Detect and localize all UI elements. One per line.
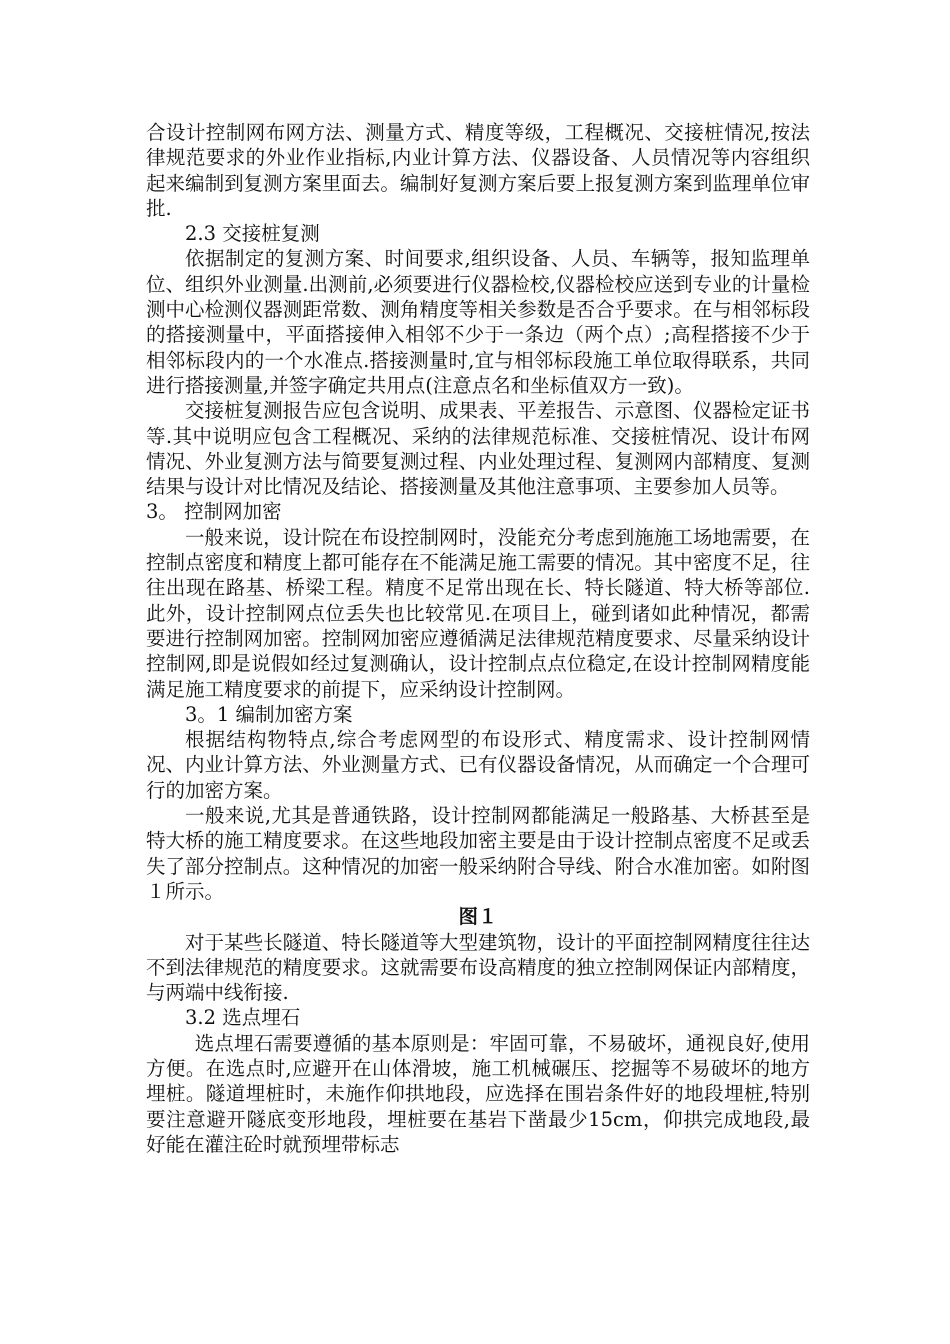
paragraph-densification-plan: 根据结构物特点,综合考虑网型的布设形式、精度需求、设计控制网情况、内业计算方法、外业测量方式、已有仪器设备情况，从而确定一个合理可行的加密方案。 (146, 728, 810, 802)
document-page (146, 120, 810, 1157)
section-heading-3-2: 3.2 选点埋石 (185, 1006, 301, 1030)
paragraph-long-tunnels: 对于某些长隧道、特长隧道等大型建筑物，设计的平面控制网精度往往达不到法律规范的精度要求。这就需要布设高精度的独立控制网保证内部精度，与两端中线衔接. (146, 930, 810, 1005)
paragraph-retest-report: 交接桩复测报告应包含说明、成果表、平差报告、示意图、仪器检定证书等.其中说明应包含工程概况、采纳的法律规范标准、交接桩情况、设计布网情况、外业复测方法与简要复测过程、内业处理过程、复测网内部精度、复测结果与设计对比情况及结论、搭接测量及其他注意事项、主要参加人员等。 (146, 399, 810, 499)
paragraph-continuation: 合设计控制网布网方法、测量方式、精度等级，工程概况、交接桩情况,按法律规范要求的外业作业指标,内业计算方法、仪器设备、人员情况等内容组织起来编制到复测方案里面去。编制好复测方案后要上报复测方案到监理单位审批. (146, 121, 810, 220)
section-heading-2-3: 2.3 交接桩复测 (185, 222, 320, 246)
section-heading-3-1: 3。1 编制加密方案 (185, 702, 353, 726)
paragraph-retest-procedure: 依据制定的复测方案、时间要求,组织设备、人员、车辆等，报知监理单位、组织外业测量.出测前,必须要进行仪器检校,仪器检校应送到专业的计量检测中心检测仪器测距常数、测角精度等相关参数是否合乎要求。在与相邻标段的搭接测量中，平面搭接伸入相邻不少于一条边（两个点）;高程搭接不少于相邻标段内的一个水准点.搭接测量时,宜与相邻标段施工单位取得联系，共同进行搭接测量,并签字确定共用点(注意点名和坐标值双方一致)。 (146, 247, 810, 397)
paragraph-densification-intro: 一般来说，设计院在布设控制网时，没能充分考虑到施施工场地需要，在控制点密度和精度上都可能存在不能满足施工需要的情况。其中密度不足，往往出现在路基、桥梁工程。精度不足常出现在长、特长隧道、特大桥等部位.此外，设计控制网点位丢失也比较常见.在项目上，碰到诸如此种情况，都需要进行控制网加密。控制网加密应遵循满足法律规范精度要求、尽量采纳设计控制网,即是说假如经过复测确认，设计控制点点位稳定,在设计控制网精度能满足施工精度要求的前提下，应采纳设计控制网。 (146, 525, 810, 701)
section-heading-3: 3。 控制网加密 (146, 500, 282, 524)
paragraph-point-selection: 选点埋石需要遵循的基本原则是：牢固可靠，不易破坏，通视良好,使用方便。在选点时,应避开在山体滑坡，施工机械碾压、挖掘等不易破坏的地方埋桩。隧道埋桩时，未施作仰拱地段，应选择在围岩条件好的地段埋桩,特别要注意避开隧底变形地段，埋桩要在基岩下凿最少15cm，仰拱完成地段,最好能在灌注砼时就预埋带标志 (146, 1031, 810, 1156)
paragraph-ordinary-railway: 一般来说,尤其是普通铁路，设计控制网都能满足一般路基、大桥甚至是特大桥的施工精度要求。在这些地段加密主要是由于设计控制点密度不足或丢失了部分控制点。这种情况的加密一般采纳附合导线、附合水准加密。如附图１所示。 (146, 804, 810, 903)
figure-caption: 图１ (458, 905, 498, 929)
